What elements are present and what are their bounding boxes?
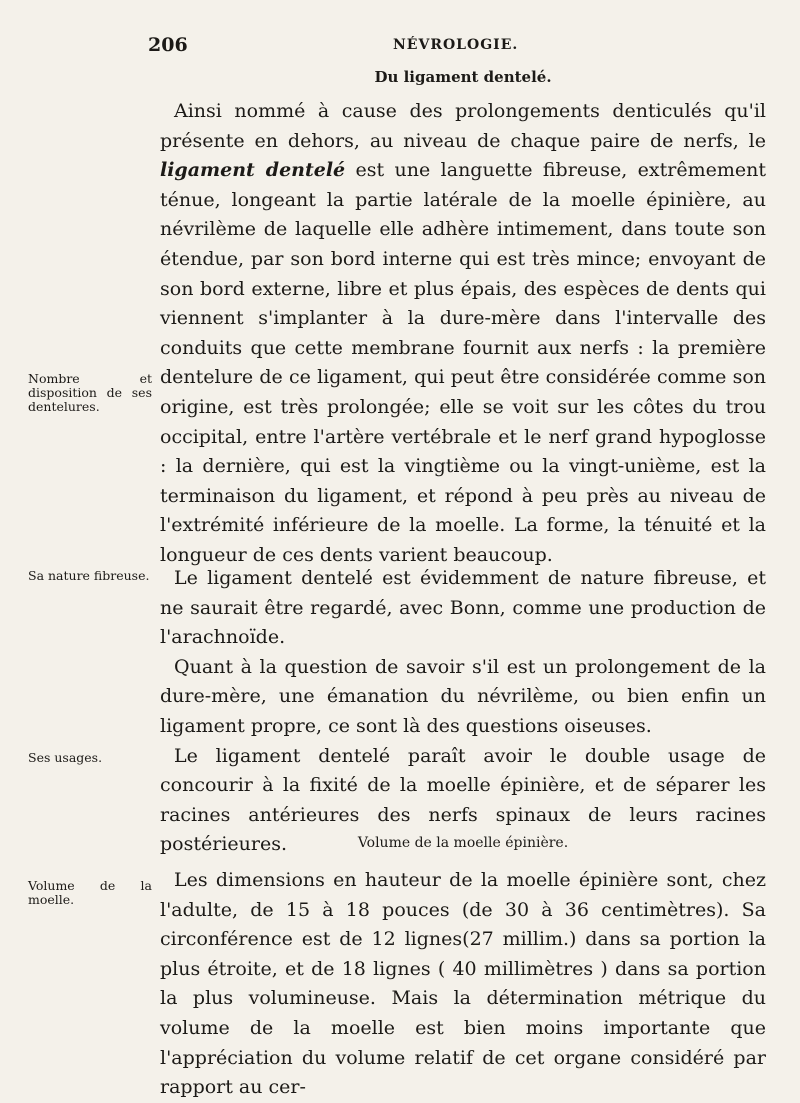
body-volume [160,866,766,1103]
paragraph-text: Ainsi nommé à cause des prolongements denticulés qu'il présente en dehors, au niveau de chaque paire de nerfs, le [160,100,766,152]
running-head [148,34,768,56]
paragraph-ligament-description [160,97,766,571]
page-number: 206 [148,34,188,56]
paragraph-usages: Le ligament dentelé paraît avoir le double usage de concourir à la fixité de la moelle épinière, et de séparer les racines antérieures des nerfs spinaux de leurs racines postérieures. [160,744,766,856]
paragraph-nature: Le ligament dentelé est évidemment de nature fibreuse, et ne saurait être regardé, avec Bonn, comme une production de l'arachnoïde. [160,567,766,649]
margin-note-nature: Sa nature fibreuse. [28,568,150,583]
body-nature [160,564,766,860]
section-title-ligament: Du ligament dentelé. [374,68,552,86]
paragraph-volume: Les dimensions en hauteur de la moelle épinière sont, chez l'adulte, de 15 à 18 pouces (de 30 à 36 centimètres). Sa circonférence est de 12 lignes(27 millim.) dans sa portion la plus étroite, et de 18 lignes ( 40 millimètres ) dans sa portion la plus volumineuse. Mais la détermination métrique du volume de la moelle est bien moins importante que l'appréciation du volume relatif de cet organe considéré par rapport au cer- [160,869,766,1099]
margin-note-usages: Ses usages. [28,750,103,765]
running-title: NÉVROLOGIE. [393,37,519,53]
term-ligament-dentele: ligament dentelé [160,159,346,182]
paragraph-text: est une languette fibreuse, extrêmement ténue, longeant la partie latérale de la moelle épinière, au névrilème de laquelle elle adhère intimement, dans toute son étendue, par son bord interne qui est très mince; envoyant de son bord externe, libre et plus épais, des espèces de dents qui viennent s'implanter à la dure-mère dans l'intervalle des conduits que cette membrane fournit aux nerfs : la première dentelure de ce ligament, qui peut être considérée comme son origine, est très prolongée; elle se voit sur les côtes du trou occipital, entre l'artère vertébrale et le nerf grand hypoglosse : la dernière, qui est la vingtième ou la vingt-unième, est la terminaison du ligament, et répond à peu près au niveau de l'extrémité inférieure de la moelle. La forme, la ténuité et la longueur de ces dents varient beaucoup. [160,159,766,566]
paragraph-origin: Quant à la question de savoir s'il est un prolongement de la dure-mère, une émanation du névrilème, ou bien enfin un ligament propre, ce sont là des questions oiseuses. [160,655,766,737]
section-title-volume: Volume de la moelle épinière. [357,835,569,851]
margin-note-volume: Volume de la moelle. [28,878,152,907]
body-ligament [160,97,766,571]
margin-note-nombre: Nombre et disposition de ses dentelures. [28,371,152,414]
